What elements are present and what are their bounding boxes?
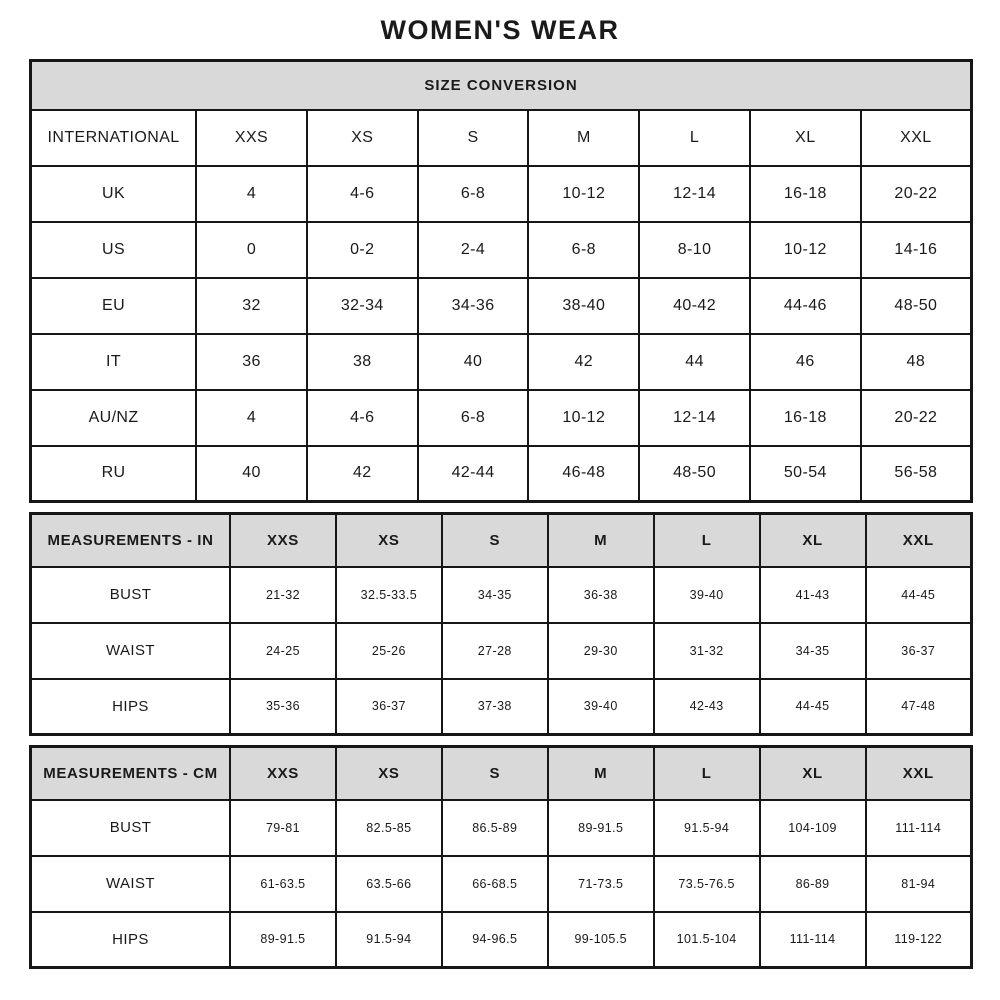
value-cell: 0 — [196, 222, 307, 278]
value-cell: 36-38 — [548, 567, 654, 623]
value-cell: 38 — [307, 334, 418, 390]
value-cell: 40 — [418, 334, 529, 390]
value-cell: 42 — [307, 446, 418, 502]
value-cell: 25-26 — [336, 623, 442, 679]
size-column-header: S — [418, 110, 529, 166]
value-cell: 63.5-66 — [336, 856, 442, 912]
value-cell: 44-46 — [750, 278, 861, 334]
size-column-header: L — [654, 747, 760, 800]
table-caption-row — [31, 61, 972, 110]
value-cell: 10-12 — [528, 390, 639, 446]
value-cell: 86-89 — [760, 856, 866, 912]
size-column-header: L — [654, 514, 760, 567]
table-row — [31, 623, 972, 679]
value-cell: 40-42 — [639, 278, 750, 334]
size-column-header: XS — [336, 747, 442, 800]
size-column-header: XL — [760, 747, 866, 800]
size-column-header: XXS — [230, 747, 336, 800]
value-cell: 48-50 — [861, 278, 972, 334]
value-cell: 31-32 — [654, 623, 760, 679]
value-cell: 35-36 — [230, 679, 336, 735]
value-cell: 44 — [639, 334, 750, 390]
value-cell: 89-91.5 — [548, 800, 654, 856]
value-cell: 20-22 — [861, 390, 972, 446]
value-cell: 44-45 — [866, 567, 972, 623]
size-conversion-body — [31, 166, 972, 502]
size-column-header: S — [442, 747, 548, 800]
value-cell: 4-6 — [307, 390, 418, 446]
row-label: HIPS — [31, 679, 230, 735]
value-cell: 111-114 — [866, 800, 972, 856]
table-row — [31, 567, 972, 623]
value-cell: 119-122 — [866, 912, 972, 968]
value-cell: 10-12 — [528, 166, 639, 222]
value-cell: 82.5-85 — [336, 800, 442, 856]
value-cell: 34-35 — [442, 567, 548, 623]
measurements-in-table — [29, 512, 973, 736]
size-header-row — [31, 514, 972, 567]
value-cell: 48-50 — [639, 446, 750, 502]
size-column-header: XXS — [196, 110, 307, 166]
table-row — [31, 679, 972, 735]
row-label: EU — [31, 278, 197, 334]
size-column-header: XL — [750, 110, 861, 166]
table-title: MEASUREMENTS - IN — [31, 514, 230, 567]
value-cell: 12-14 — [639, 390, 750, 446]
value-cell: 39-40 — [654, 567, 760, 623]
row-label: WAIST — [31, 856, 230, 912]
size-column-header: XXL — [866, 747, 972, 800]
value-cell: 27-28 — [442, 623, 548, 679]
value-cell: 6-8 — [418, 166, 529, 222]
size-column-header: M — [548, 514, 654, 567]
row-label: UK — [31, 166, 197, 222]
row-label: AU/NZ — [31, 390, 197, 446]
value-cell: 16-18 — [750, 166, 861, 222]
size-column-header: M — [528, 110, 639, 166]
value-cell: 34-35 — [760, 623, 866, 679]
value-cell: 94-96.5 — [442, 912, 548, 968]
value-cell: 99-105.5 — [548, 912, 654, 968]
value-cell: 79-81 — [230, 800, 336, 856]
value-cell: 4-6 — [307, 166, 418, 222]
value-cell: 42-43 — [654, 679, 760, 735]
table-row — [31, 390, 972, 446]
size-column-header: M — [548, 747, 654, 800]
value-cell: 32 — [196, 278, 307, 334]
size-column-header: L — [639, 110, 750, 166]
value-cell: 12-14 — [639, 166, 750, 222]
value-cell: 73.5-76.5 — [654, 856, 760, 912]
size-column-header: XXL — [866, 514, 972, 567]
value-cell: 48 — [861, 334, 972, 390]
value-cell: 36-37 — [866, 623, 972, 679]
value-cell: 4 — [196, 390, 307, 446]
size-conversion-table — [29, 59, 973, 503]
row-label: US — [31, 222, 197, 278]
value-cell: 71-73.5 — [548, 856, 654, 912]
table-title: SIZE CONVERSION — [31, 61, 972, 110]
value-cell: 34-36 — [418, 278, 529, 334]
value-cell: 46 — [750, 334, 861, 390]
size-column-header: XXS — [230, 514, 336, 567]
value-cell: 8-10 — [639, 222, 750, 278]
value-cell: 40 — [196, 446, 307, 502]
size-column-header: S — [442, 514, 548, 567]
value-cell: 4 — [196, 166, 307, 222]
value-cell: 6-8 — [418, 390, 529, 446]
value-cell: 50-54 — [750, 446, 861, 502]
value-cell: 91.5-94 — [654, 800, 760, 856]
value-cell: 42-44 — [418, 446, 529, 502]
value-cell: 47-48 — [866, 679, 972, 735]
value-cell: 24-25 — [230, 623, 336, 679]
page-title: WOMEN'S WEAR — [380, 15, 620, 45]
value-cell: 29-30 — [548, 623, 654, 679]
table-row — [31, 912, 972, 968]
table-row — [31, 800, 972, 856]
row-label: IT — [31, 334, 197, 390]
value-cell: 6-8 — [528, 222, 639, 278]
value-cell: 101.5-104 — [654, 912, 760, 968]
value-cell: 46-48 — [528, 446, 639, 502]
table-title: MEASUREMENTS - CM — [31, 747, 230, 800]
table-row — [31, 222, 972, 278]
value-cell: 14-16 — [861, 222, 972, 278]
size-column-header: XS — [307, 110, 418, 166]
row-label: BUST — [31, 567, 230, 623]
table-row — [31, 278, 972, 334]
value-cell: 89-91.5 — [230, 912, 336, 968]
size-column-header: XL — [760, 514, 866, 567]
size-column-header: XXL — [861, 110, 972, 166]
row-label: WAIST — [31, 623, 230, 679]
value-cell: 0-2 — [307, 222, 418, 278]
value-cell: 42 — [528, 334, 639, 390]
value-cell: 20-22 — [861, 166, 972, 222]
value-cell: 61-63.5 — [230, 856, 336, 912]
value-cell: 44-45 — [760, 679, 866, 735]
value-cell: 91.5-94 — [336, 912, 442, 968]
table-row — [31, 334, 972, 390]
measurements-in-body — [31, 567, 972, 735]
value-cell: 36-37 — [336, 679, 442, 735]
row-label: RU — [31, 446, 197, 502]
value-cell: 32-34 — [307, 278, 418, 334]
value-cell: 56-58 — [861, 446, 972, 502]
value-cell: 104-109 — [760, 800, 866, 856]
size-header-row — [31, 747, 972, 800]
value-cell: 32.5-33.5 — [336, 567, 442, 623]
value-cell: 36 — [196, 334, 307, 390]
row-label: BUST — [31, 800, 230, 856]
value-cell: 86.5-89 — [442, 800, 548, 856]
table-row — [31, 166, 972, 222]
size-column-header: XS — [336, 514, 442, 567]
value-cell: 10-12 — [750, 222, 861, 278]
table-row — [31, 446, 972, 502]
row-label: HIPS — [31, 912, 230, 968]
table-row — [31, 856, 972, 912]
size-header-row — [31, 110, 972, 166]
value-cell: 39-40 — [548, 679, 654, 735]
corner-label: INTERNATIONAL — [31, 110, 197, 166]
measurements-cm-body — [31, 800, 972, 968]
value-cell: 21-32 — [230, 567, 336, 623]
measurements-cm-table — [29, 745, 973, 969]
value-cell: 41-43 — [760, 567, 866, 623]
value-cell: 2-4 — [418, 222, 529, 278]
value-cell: 81-94 — [866, 856, 972, 912]
value-cell: 16-18 — [750, 390, 861, 446]
value-cell: 38-40 — [528, 278, 639, 334]
value-cell: 37-38 — [442, 679, 548, 735]
value-cell: 111-114 — [760, 912, 866, 968]
value-cell: 66-68.5 — [442, 856, 548, 912]
